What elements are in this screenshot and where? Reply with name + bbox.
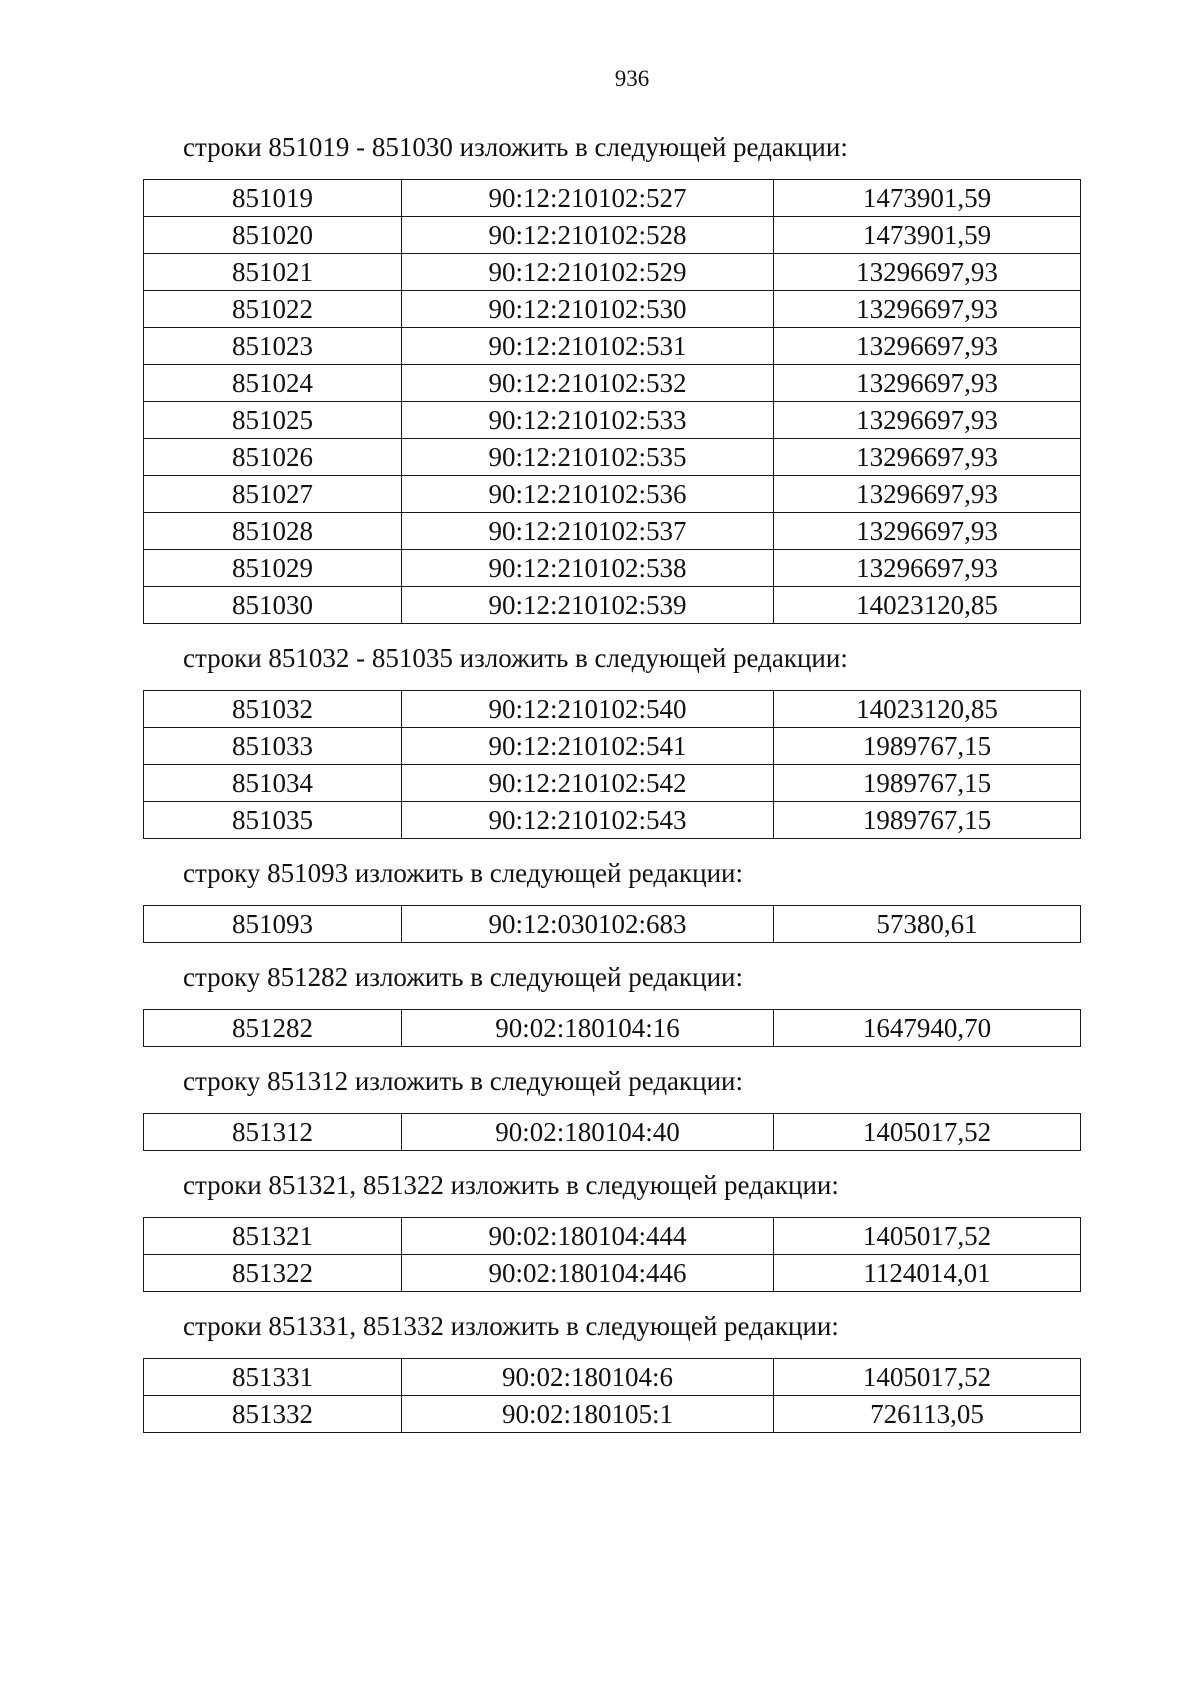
row-number-cell: 851312 <box>144 1114 402 1151</box>
row-number-cell: 851020 <box>144 217 402 254</box>
amendment-intro: строки 851019 - 851030 изложить в следующей редакции: <box>183 132 848 162</box>
page-number: 936 <box>614 66 650 91</box>
cadastral-number-cell: 90:12:210102:528 <box>402 217 774 254</box>
amendment-section <box>143 641 1080 839</box>
amendment-table <box>143 690 1081 839</box>
table-row <box>144 365 1081 402</box>
row-number-cell: 851093 <box>144 906 402 943</box>
value-cell: 1989767,15 <box>774 728 1081 765</box>
table-row <box>144 802 1081 839</box>
row-number-cell: 851024 <box>144 365 402 402</box>
row-number-cell: 851030 <box>144 587 402 624</box>
row-number-cell: 851021 <box>144 254 402 291</box>
row-number-cell: 851026 <box>144 439 402 476</box>
value-cell: 13296697,93 <box>774 550 1081 587</box>
table-row <box>144 550 1081 587</box>
row-number-cell: 851023 <box>144 328 402 365</box>
value-cell: 13296697,93 <box>774 402 1081 439</box>
table-row <box>144 402 1081 439</box>
amendment-intro: строку 851093 изложить в следующей редакции: <box>183 858 744 888</box>
value-cell: 1124014,01 <box>774 1255 1081 1292</box>
table-row <box>144 906 1081 943</box>
amendment-intro: строки 851321, 851322 изложить в следующей редакции: <box>183 1170 839 1200</box>
table-row <box>144 513 1081 550</box>
cadastral-number-cell: 90:12:210102:542 <box>402 765 774 802</box>
table-row <box>144 291 1081 328</box>
cadastral-number-cell: 90:12:210102:531 <box>402 328 774 365</box>
cadastral-number-cell: 90:12:030102:683 <box>402 906 774 943</box>
row-number-cell: 851034 <box>144 765 402 802</box>
cadastral-number-cell: 90:12:210102:540 <box>402 691 774 728</box>
row-number-cell: 851027 <box>144 476 402 513</box>
cadastral-number-cell: 90:12:210102:541 <box>402 728 774 765</box>
value-cell: 1473901,59 <box>774 180 1081 217</box>
cadastral-number-cell: 90:12:210102:532 <box>402 365 774 402</box>
value-cell: 13296697,93 <box>774 328 1081 365</box>
value-cell: 1405017,52 <box>774 1114 1081 1151</box>
value-cell: 13296697,93 <box>774 365 1081 402</box>
row-number-cell: 851033 <box>144 728 402 765</box>
cadastral-number-cell: 90:12:210102:535 <box>402 439 774 476</box>
amendment-section <box>143 1309 1080 1433</box>
table-row <box>144 180 1081 217</box>
row-number-cell: 851028 <box>144 513 402 550</box>
table-row <box>144 587 1081 624</box>
value-cell: 13296697,93 <box>774 439 1081 476</box>
document-body <box>143 130 1080 1433</box>
cadastral-number-cell: 90:02:180104:6 <box>402 1359 774 1396</box>
value-cell: 14023120,85 <box>774 587 1081 624</box>
value-cell: 726113,05 <box>774 1396 1081 1433</box>
amendment-section <box>143 1064 1080 1151</box>
table-row <box>144 1359 1081 1396</box>
amendment-section <box>143 1168 1080 1292</box>
value-cell: 14023120,85 <box>774 691 1081 728</box>
row-number-cell: 851331 <box>144 1359 402 1396</box>
table-row <box>144 728 1081 765</box>
amendment-table <box>143 1217 1081 1292</box>
cadastral-number-cell: 90:12:210102:537 <box>402 513 774 550</box>
cadastral-number-cell: 90:12:210102:543 <box>402 802 774 839</box>
cadastral-number-cell: 90:02:180104:446 <box>402 1255 774 1292</box>
table-row <box>144 254 1081 291</box>
cadastral-number-cell: 90:12:210102:539 <box>402 587 774 624</box>
row-number-cell: 851322 <box>144 1255 402 1292</box>
row-number-cell: 851282 <box>144 1010 402 1047</box>
table-row <box>144 439 1081 476</box>
amendment-intro: строки 851032 - 851035 изложить в следующей редакции: <box>183 643 848 673</box>
row-number-cell: 851029 <box>144 550 402 587</box>
amendment-section <box>143 130 1080 624</box>
table-row <box>144 1010 1081 1047</box>
amendment-intro: строки 851331, 851332 изложить в следующей редакции: <box>183 1311 839 1341</box>
value-cell: 13296697,93 <box>774 476 1081 513</box>
table-row <box>144 1218 1081 1255</box>
value-cell: 57380,61 <box>774 906 1081 943</box>
row-number-cell: 851032 <box>144 691 402 728</box>
amendment-intro: строку 851312 изложить в следующей редакции: <box>183 1066 744 1096</box>
cadastral-number-cell: 90:02:180104:40 <box>402 1114 774 1151</box>
amendment-table <box>143 1009 1081 1047</box>
amendment-section <box>143 856 1080 943</box>
value-cell: 1405017,52 <box>774 1218 1081 1255</box>
value-cell: 13296697,93 <box>774 513 1081 550</box>
value-cell: 1647940,70 <box>774 1010 1081 1047</box>
table-row <box>144 1114 1081 1151</box>
amendment-table <box>143 179 1081 624</box>
table-row <box>144 1255 1081 1292</box>
table-row <box>144 217 1081 254</box>
table-row <box>144 765 1081 802</box>
row-number-cell: 851019 <box>144 180 402 217</box>
row-number-cell: 851022 <box>144 291 402 328</box>
row-number-cell: 851332 <box>144 1396 402 1433</box>
amendment-intro: строку 851282 изложить в следующей редакции: <box>183 962 744 992</box>
cadastral-number-cell: 90:02:180104:444 <box>402 1218 774 1255</box>
cadastral-number-cell: 90:12:210102:536 <box>402 476 774 513</box>
amendment-table <box>143 1113 1081 1151</box>
amendment-section <box>143 960 1080 1047</box>
cadastral-number-cell: 90:02:180105:1 <box>402 1396 774 1433</box>
cadastral-number-cell: 90:12:210102:538 <box>402 550 774 587</box>
cadastral-number-cell: 90:12:210102:529 <box>402 254 774 291</box>
value-cell: 1989767,15 <box>774 802 1081 839</box>
cadastral-number-cell: 90:12:210102:530 <box>402 291 774 328</box>
amendment-table <box>143 905 1081 943</box>
row-number-cell: 851321 <box>144 1218 402 1255</box>
cadastral-number-cell: 90:12:210102:533 <box>402 402 774 439</box>
value-cell: 13296697,93 <box>774 254 1081 291</box>
table-row <box>144 328 1081 365</box>
cadastral-number-cell: 90:02:180104:16 <box>402 1010 774 1047</box>
table-row <box>144 691 1081 728</box>
value-cell: 1989767,15 <box>774 765 1081 802</box>
row-number-cell: 851025 <box>144 402 402 439</box>
amendment-table <box>143 1358 1081 1433</box>
value-cell: 13296697,93 <box>774 291 1081 328</box>
cadastral-number-cell: 90:12:210102:527 <box>402 180 774 217</box>
table-row <box>144 1396 1081 1433</box>
row-number-cell: 851035 <box>144 802 402 839</box>
value-cell: 1473901,59 <box>774 217 1081 254</box>
value-cell: 1405017,52 <box>774 1359 1081 1396</box>
table-row <box>144 476 1081 513</box>
